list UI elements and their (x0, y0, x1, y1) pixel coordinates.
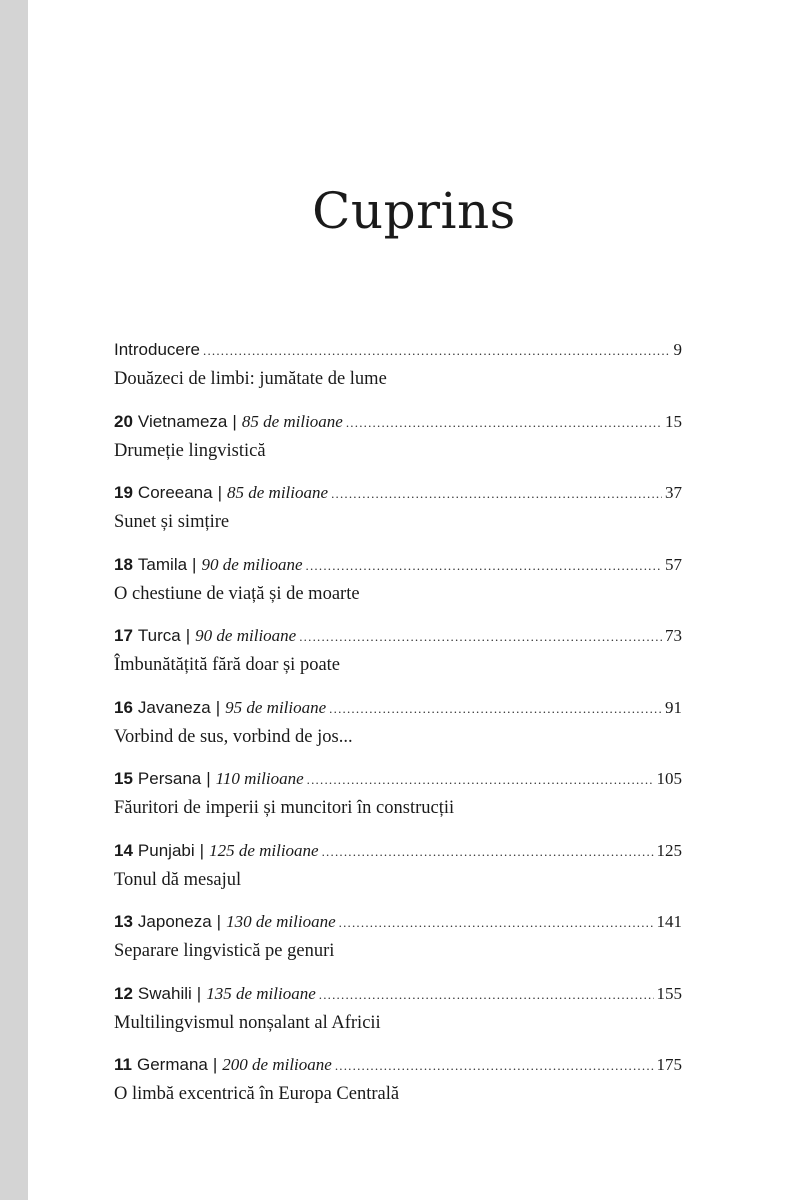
toc-heading-line (114, 908, 682, 936)
toc-speaker-count: 85 de milioane (241, 411, 343, 431)
dot-leader (331, 480, 662, 508)
toc-page-number: 125 (656, 840, 682, 860)
toc-heading-line (114, 408, 682, 436)
toc-language-name: Coreeana (137, 483, 213, 502)
toc-subtitle: Tonul dă mesajul (114, 869, 242, 890)
toc-page-number: 37 (665, 483, 682, 502)
toc-heading-line (114, 837, 682, 865)
toc-subtitle: O chestiune de viață și de moarte (114, 583, 360, 604)
toc-page-number: 155 (656, 983, 682, 1003)
toc-entry (114, 694, 682, 766)
toc-speaker-count: 90 de milioane (201, 554, 303, 574)
toc-subtitle: Sunet și simțire (114, 512, 230, 532)
toc-page-number: 91 (665, 697, 682, 717)
dot-leader (346, 409, 662, 437)
toc-heading-line (114, 694, 682, 722)
toc-heading-line (114, 765, 682, 793)
toc-rank-number: 16 (114, 697, 133, 717)
page-title: Cuprins (312, 182, 516, 240)
toc-language-name: Tamila (137, 554, 188, 574)
toc-entry (114, 837, 682, 909)
toc-rank-number: 12 (114, 983, 133, 1003)
book-page (28, 0, 800, 1200)
toc-rank-number: 11 (114, 1055, 132, 1074)
toc-heading-line (114, 980, 682, 1008)
toc-intro-label: Introducere (114, 340, 200, 359)
toc-heading-line (114, 1051, 682, 1079)
toc-separator: | (215, 697, 221, 717)
toc-separator: | (212, 1055, 218, 1074)
toc-page-number: 57 (665, 554, 682, 574)
toc-subtitle: Îmbunătățită fără doar și poate (114, 655, 341, 675)
toc-subtitle: Drumeție lingvistică (114, 440, 266, 461)
toc-speaker-count: 95 de milioane (225, 697, 327, 717)
toc-rank-number: 15 (114, 769, 133, 788)
toc-entry (114, 479, 682, 551)
toc-rank-number: 18 (114, 554, 133, 574)
toc-rank-number: 20 (114, 411, 133, 431)
toc-separator: | (185, 626, 191, 645)
table-of-contents (114, 336, 682, 1123)
toc-separator: | (199, 840, 205, 860)
toc-entry (114, 765, 682, 837)
toc-language-name: Javaneza (137, 697, 211, 717)
toc-rank-number: 17 (114, 626, 133, 645)
toc-speaker-count: 85 de milioane (227, 483, 329, 502)
toc-language-name: Turca (137, 626, 181, 645)
toc-subtitle: Făuritori de imperii și muncitori în construcții (114, 798, 455, 818)
toc-separator: | (216, 912, 222, 931)
toc-language-name: Japoneza (137, 912, 212, 931)
dot-leader (322, 838, 654, 866)
toc-subtitle: O limbă excentrică în Europa Centrală (114, 1084, 400, 1104)
toc-heading-line (114, 622, 682, 650)
toc-subtitle: Separare lingvistică pe genuri (114, 941, 335, 961)
toc-rank-number: 13 (114, 912, 133, 931)
toc-speaker-count: 135 de milioane (206, 983, 316, 1003)
toc-separator: | (192, 554, 197, 574)
toc-page-number: 73 (665, 626, 682, 645)
toc-speaker-count: 90 de milioane (195, 626, 297, 645)
toc-entry (114, 551, 682, 623)
toc-subtitle: Douăzeci de limbi: jumătate de lume (114, 369, 387, 389)
toc-heading-line (114, 479, 682, 507)
dot-leader (203, 337, 671, 365)
dot-leader (299, 623, 662, 651)
toc-language-name: Persana (137, 769, 202, 788)
toc-separator: | (232, 411, 237, 431)
toc-separator: | (206, 769, 211, 788)
toc-heading-line (114, 551, 682, 579)
toc-entry-introduction (114, 336, 682, 408)
toc-language-name: Germana (136, 1055, 208, 1074)
dot-leader (319, 981, 654, 1009)
toc-rank-number: 14 (114, 840, 133, 860)
book-spine-shadow (0, 0, 28, 1200)
toc-language-name: Vietnameza (137, 411, 228, 431)
toc-entry (114, 1051, 682, 1123)
toc-heading-line (114, 336, 682, 364)
toc-separator: | (217, 483, 223, 502)
toc-subtitle: Multilingvismul nonșalant al Africii (114, 1012, 381, 1033)
toc-page-number: 9 (673, 340, 682, 359)
toc-page-number: 175 (656, 1055, 682, 1074)
toc-separator: | (196, 983, 202, 1003)
toc-page-number: 141 (656, 912, 682, 931)
dot-leader (329, 695, 662, 723)
dot-leader (339, 909, 654, 937)
toc-speaker-count: 125 de milioane (209, 840, 319, 860)
dot-leader (335, 1052, 654, 1080)
toc-entry (114, 408, 682, 480)
toc-subtitle: Vorbind de sus, vorbind de jos... (114, 726, 353, 747)
toc-rank-number: 19 (114, 483, 133, 502)
toc-entries-list (114, 408, 682, 1123)
toc-speaker-count: 200 de milioane (222, 1055, 332, 1074)
dot-leader (306, 552, 662, 580)
toc-page-number: 15 (665, 411, 682, 431)
toc-page-number: 105 (656, 769, 682, 788)
toc-entry (114, 980, 682, 1052)
dot-leader (307, 766, 654, 794)
toc-entry (114, 622, 682, 694)
toc-speaker-count: 130 de milioane (226, 912, 336, 931)
toc-speaker-count: 110 milioane (215, 769, 304, 788)
toc-language-name: Punjabi (137, 840, 195, 860)
toc-entry (114, 908, 682, 980)
toc-language-name: Swahili (137, 983, 192, 1003)
